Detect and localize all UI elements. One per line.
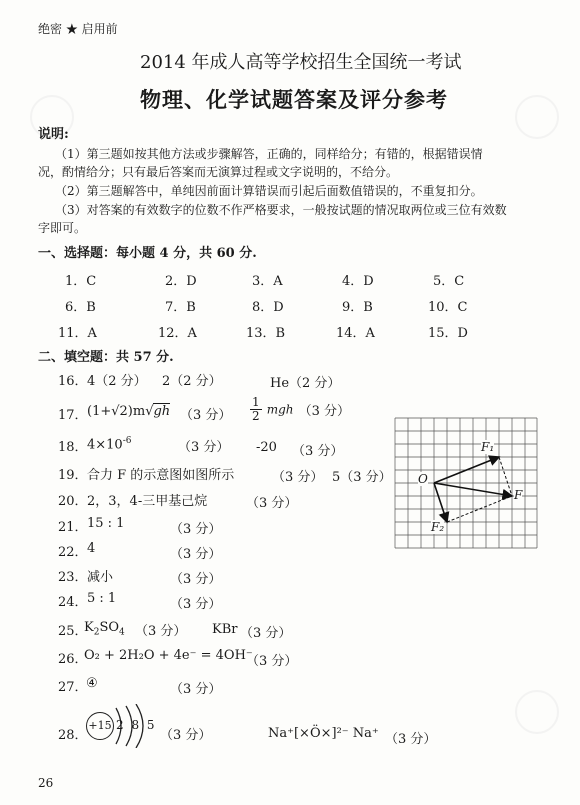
answer-item: 15．D: [428, 326, 468, 341]
force-diagram: [393, 416, 539, 554]
answer-item: 4．D: [342, 274, 374, 289]
instruction-1b: 况，酌情给分；只有最后答案而无演算过程或文字说明的，不给分。: [38, 165, 399, 179]
nucleus: +15: [86, 712, 114, 740]
answer-item: 10．C: [428, 300, 468, 315]
answer-item: 14．A: [336, 326, 375, 341]
q16-answer-c: He（2 分）: [270, 376, 341, 391]
answer-item: 9．B: [342, 300, 373, 315]
q28-score-a: （3 分）: [160, 728, 212, 743]
q25-score-b: （3 分）: [240, 626, 292, 641]
q27-answer: ④: [86, 676, 98, 691]
atom-structure: [86, 712, 157, 740]
q17-score-b: （3 分）: [298, 404, 351, 419]
answer-item: 5．C: [433, 274, 465, 289]
q17-num: 17．: [58, 408, 88, 423]
grid-lines: [395, 418, 537, 548]
q16-num: 16．: [58, 374, 88, 389]
answer-item: 1．C: [65, 274, 97, 289]
q25-so: SO: [99, 620, 120, 635]
q17-expr: (1+√2)m√: [87, 404, 154, 419]
q21-answer: 15 : 1: [87, 516, 125, 531]
q28-num: 28．: [58, 728, 88, 743]
answer-item: 6．B: [65, 300, 96, 315]
q22-num: 22．: [58, 545, 88, 560]
q19-score-a: （3 分）: [272, 470, 324, 485]
q28-formula: Na⁺[×Ö×]²⁻ Na⁺: [268, 726, 379, 741]
q18-num: 18．: [58, 440, 88, 455]
fraction: [250, 396, 262, 423]
q21-score: （3 分）: [170, 522, 222, 537]
frac-den: 2: [252, 409, 260, 423]
section2-heading: 二、填空题：共 57 分.: [38, 350, 174, 365]
q25-sub2: 4: [119, 627, 125, 638]
q25-answer-a: [84, 620, 125, 638]
watermark: [515, 690, 559, 734]
q20-score: （3 分）: [246, 496, 298, 511]
answer-item: 7．B: [165, 300, 196, 315]
answer-item: 11．A: [58, 326, 97, 341]
q23-num: 23．: [58, 570, 88, 585]
shell-counts: 2 8 5: [116, 718, 157, 732]
force-grid-svg: [393, 416, 539, 550]
q27-score: （3 分）: [170, 682, 222, 697]
q18-base: 4×10: [87, 437, 123, 453]
section1-heading: 一、选择题：每小题 4 分，共 60 分.: [38, 246, 257, 261]
q17-score-a: （3 分）: [180, 408, 232, 423]
q23-score: （3 分）: [170, 572, 222, 587]
q18-answer-a: [87, 436, 132, 452]
answer-item: 3．A: [252, 274, 283, 289]
q23-answer: 减小: [87, 570, 114, 585]
instruction-3b: 字即可。: [38, 221, 87, 235]
dashed-line: [499, 457, 512, 496]
q18-exp: -6: [122, 436, 132, 446]
q18-answer-b: -20: [256, 440, 277, 455]
answer-item: 8．D: [252, 300, 284, 315]
instructions-heading: 说明:: [38, 127, 69, 142]
q25-answer-b: KBr: [212, 622, 238, 637]
instruction-2: （2）第三题解答中，单纯因前面计算错误而引起后面数值错误的，不重复扣分。: [55, 184, 483, 198]
answer-item: 13．B: [246, 326, 286, 341]
q18-score-a: （3 分）: [178, 440, 230, 455]
q24-answer: 5 : 1: [87, 591, 117, 606]
q16-answer-b: 2（2 分）: [162, 374, 222, 389]
q17-expr-b: mgh: [266, 402, 294, 417]
q24-num: 24．: [58, 595, 88, 610]
doc-title: 物理、化学试题答案及评分参考: [140, 87, 448, 112]
q25-k: K: [84, 620, 94, 635]
q22-score: （3 分）: [170, 547, 222, 562]
secret-label: 绝密 ★ 启用前: [38, 22, 118, 36]
frac-num: 1: [252, 395, 260, 409]
q25-sub1: 2: [93, 627, 100, 638]
f2-arrow: [434, 483, 447, 522]
q26-score: （3 分）: [246, 654, 298, 669]
q25-num: 25．: [58, 624, 88, 639]
q22-answer: 4: [87, 541, 96, 556]
exam-title: 2014 年成人高等学校招生全国统一考试: [140, 52, 462, 73]
watermark: [515, 95, 559, 139]
answer-item: 2．D: [165, 274, 197, 289]
q19-answer-b: 5（3 分）: [332, 470, 392, 485]
instruction-3a: （3）对答案的有效数字的位数不作严格要求，一般按试题的情况取两位或三位有效数: [55, 203, 507, 217]
q19-answer-a: 合力 F 的示意图如图所示: [87, 468, 235, 483]
q20-answer: 2，3，4-三甲基己烷: [87, 494, 208, 509]
label-o: O: [418, 472, 428, 486]
q16-answer-a: 4（2 分）: [87, 374, 147, 389]
q26-equation: O₂ + 2H₂O + 4e⁻ = 4OH⁻: [84, 648, 253, 663]
q20-num: 20．: [58, 494, 88, 509]
q17-answer-a: [87, 404, 170, 419]
q17-radicand: gh: [153, 404, 171, 419]
q21-num: 21．: [58, 520, 88, 535]
label-f: F: [514, 488, 523, 502]
label-f1: F₁: [481, 440, 495, 454]
q27-num: 27．: [58, 680, 88, 695]
q17-answer-b: [250, 396, 350, 423]
q26-num: 26．: [58, 652, 88, 667]
q24-score: （3 分）: [170, 597, 222, 612]
instruction-1a: （1）第三题如按其他方法或步骤解答，正确的，同样给分；有错的，根据错误情: [55, 147, 483, 161]
answer-item: 12．A: [158, 326, 197, 341]
page-number: 26: [38, 776, 54, 790]
label-f2: F₂: [431, 520, 445, 534]
q28-score-b: （3 分）: [385, 732, 437, 747]
q25-score-a: （3 分）: [135, 624, 187, 639]
q19-num: 19．: [58, 468, 88, 483]
q18-score-b: （3 分）: [292, 444, 344, 459]
